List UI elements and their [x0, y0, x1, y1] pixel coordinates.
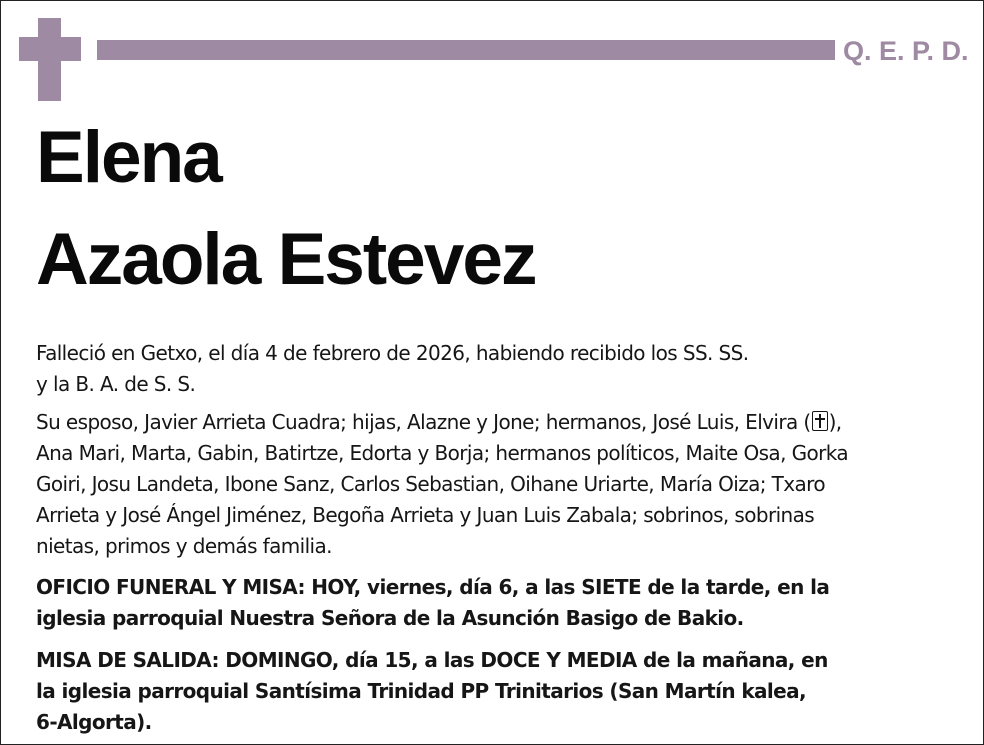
- header-divider-bar: [97, 40, 835, 60]
- family-line-text: Su esposo, Javier Arrieta Cuadra; hijas, Alazne y Jone; hermanos, José Luis, Elvira (: [36, 410, 811, 434]
- mass-line: la iglesia parroquial Santísima Trinidad PP Trinitarios (San Martín kalea,: [36, 679, 807, 703]
- announcement-line: Falleció en Getxo, el día 4 de febrero de 2026, habiendo recibido los SS. SS.: [36, 341, 749, 365]
- family-line: nietas, primos y demás familia.: [36, 534, 332, 558]
- family-line-text: ),: [828, 410, 842, 434]
- funeral-line: OFICIO FUNERAL Y MISA: HOY, viernes, día 6, a las SIETE de la tarde, en la: [36, 575, 830, 599]
- funeral-line: iglesia parroquial Nuestra Señora de la Asunción Basigo de Bakio.: [36, 606, 744, 630]
- qepd-label: Q. E. P. D.: [843, 36, 969, 66]
- mass-line: 6-Algorta).: [36, 710, 152, 734]
- death-announcement: [36, 338, 956, 400]
- family-line: [36, 407, 956, 438]
- announcement-line: y la B. A. de S. S.: [36, 372, 196, 396]
- family-line: Ana Mari, Marta, Gabin, Batirtze, Edorta y Borja; hermanos políticos, Maite Osa, Gorka: [36, 441, 849, 465]
- family-line: Goiri, Josu Landeta, Ibone Sanz, Carlos Sebastian, Oihane Uriarte, María Oiza; Txaro: [36, 472, 826, 496]
- funeral-service-info: [36, 572, 956, 634]
- cross-icon: [812, 411, 828, 431]
- deceased-first-name: Elena: [36, 117, 221, 198]
- mass-line: MISA DE SALIDA: DOMINGO, día 15, a las DOCE Y MEDIA de la mañana, en: [36, 648, 828, 672]
- cross-icon-bar: [19, 37, 81, 61]
- family-line: Arrieta y José Ángel Jiménez, Begoña Arrieta y Juan Luis Zabala; sobrinos, sobrinas: [36, 503, 815, 527]
- family-list: [36, 407, 956, 562]
- deceased-surnames: Azaola Estevez: [36, 219, 536, 300]
- farewell-mass-info: [36, 645, 956, 738]
